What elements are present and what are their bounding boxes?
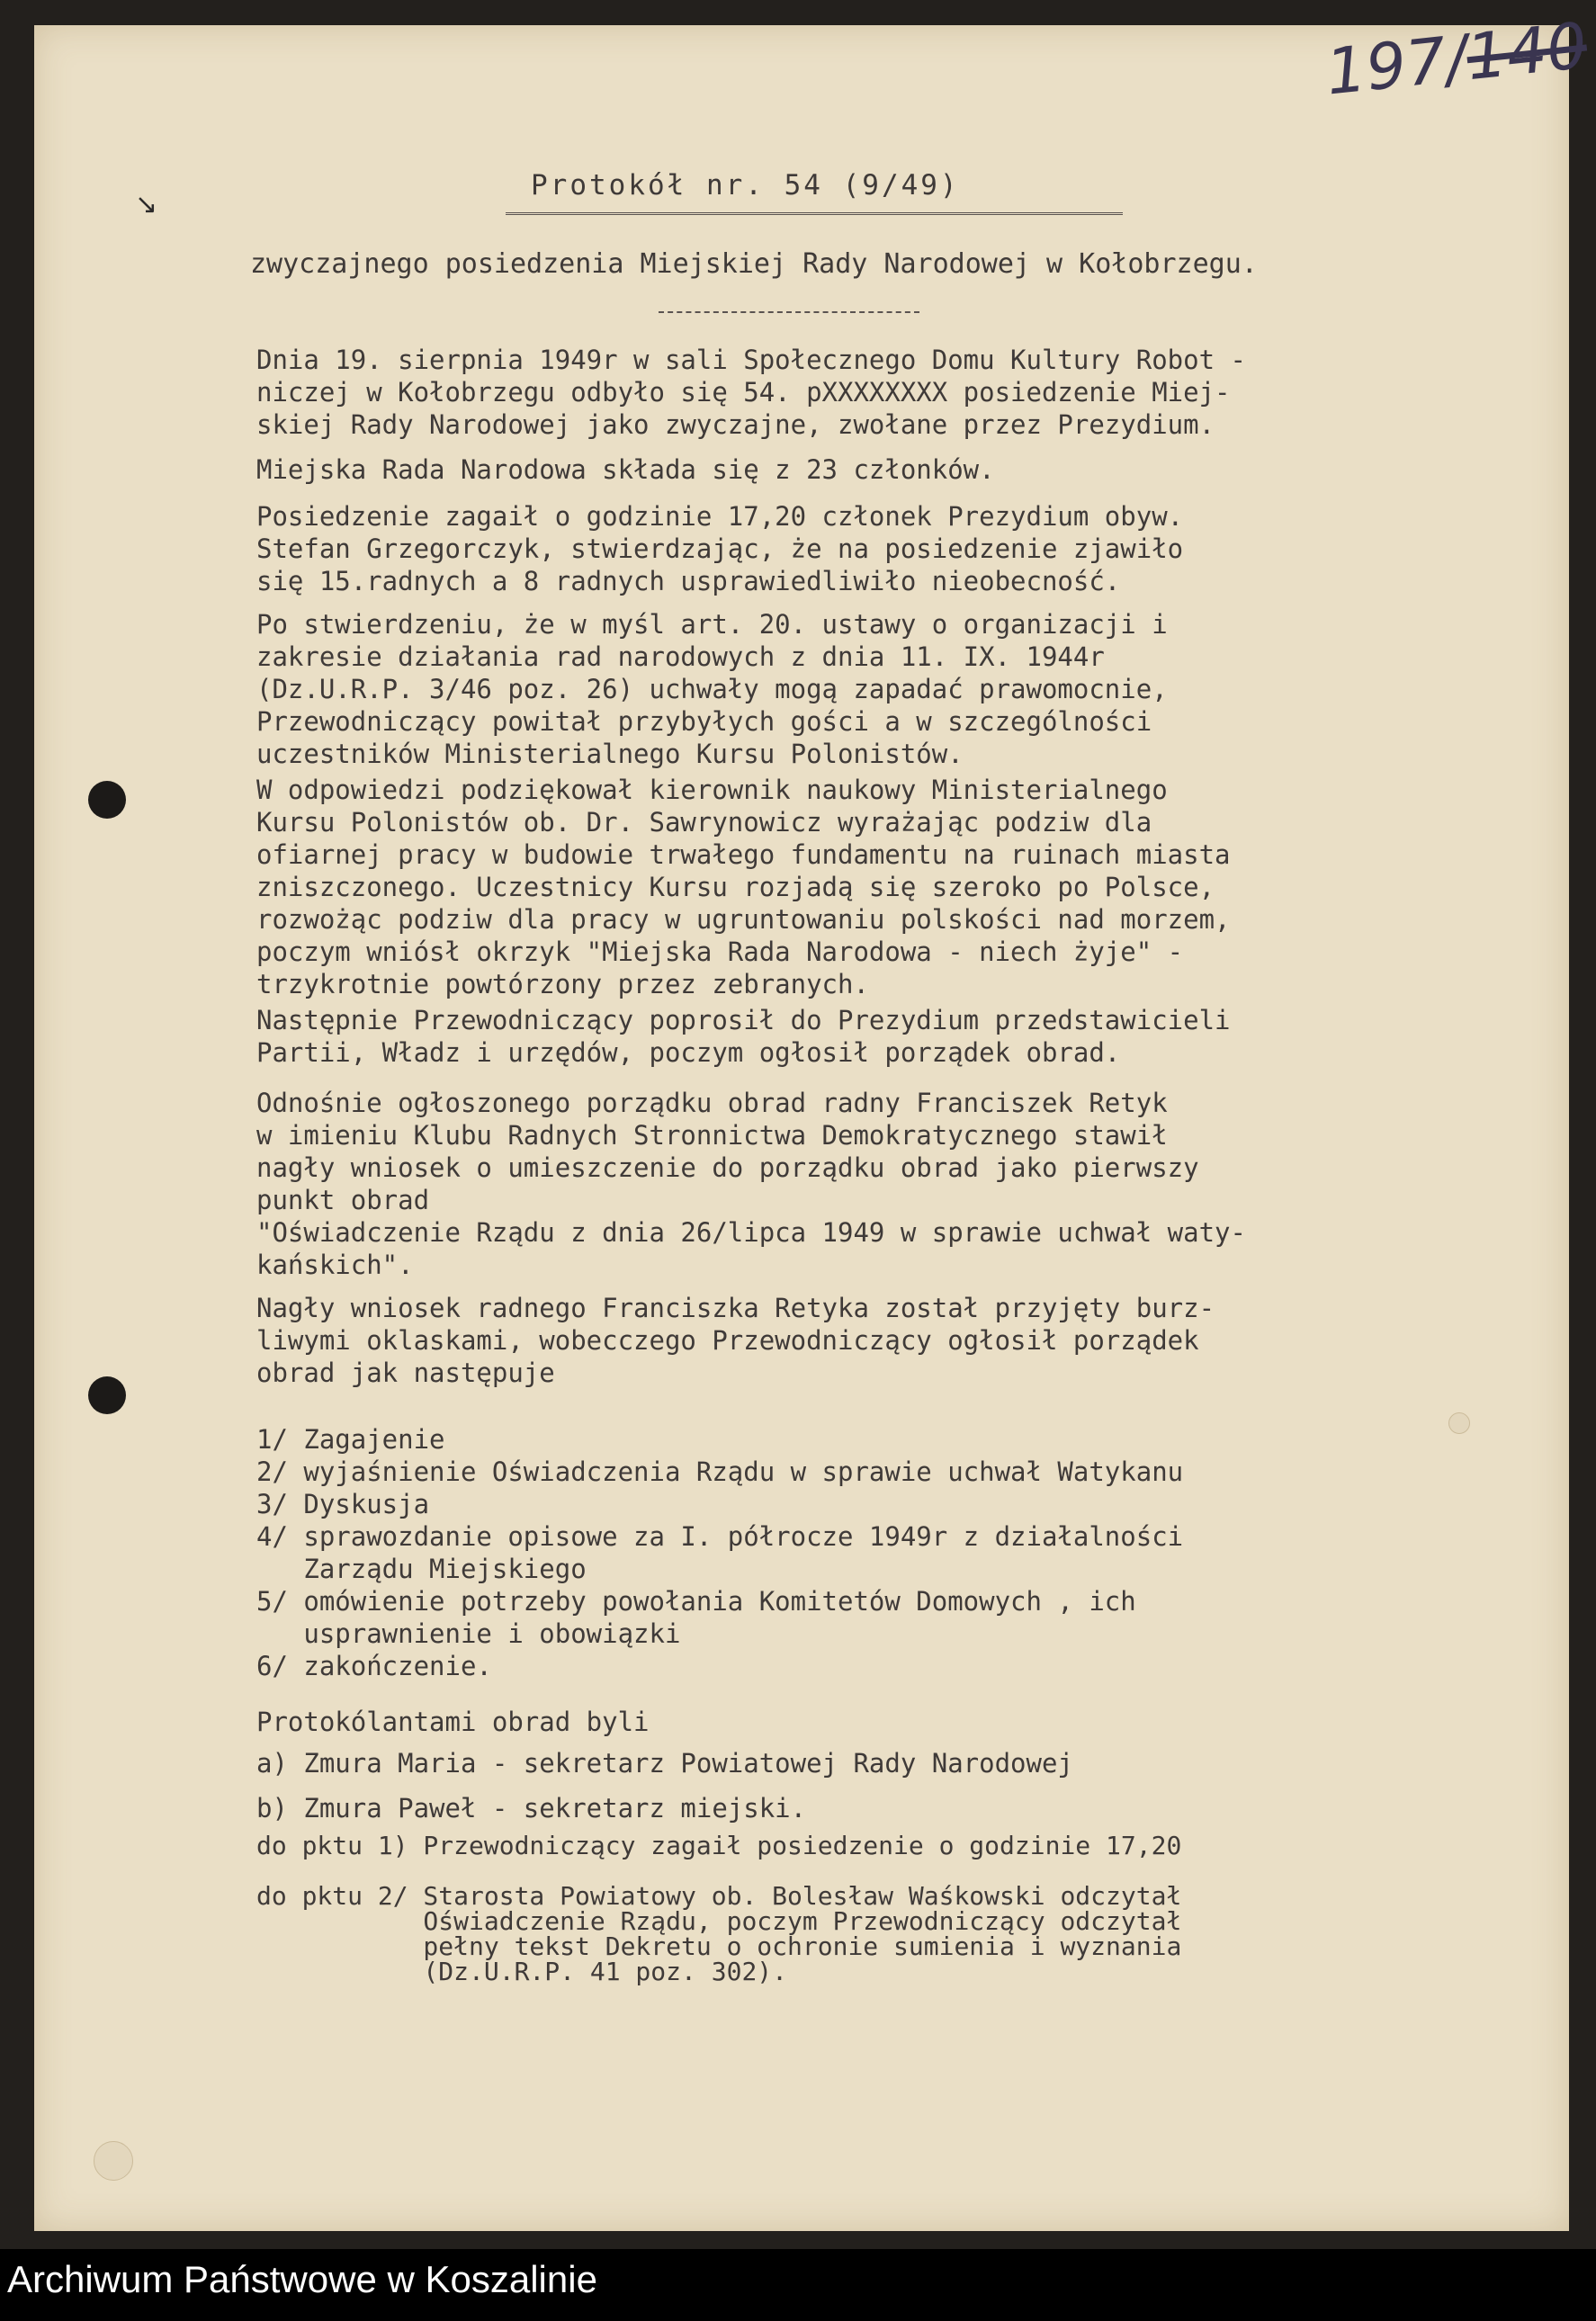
page-number: 197/140 [1323,8,1591,110]
title-underline [506,212,1123,215]
punch-hole-top [88,781,126,819]
paragraph-presidium: Następnie Przewodniczący poprosił do Prezydium przedstawicieli Partii, Władz i urzędów, poczym ogłosił porządek obrad. [256,1005,1231,1068]
paragraph-legal-basis: Po stwierdzeniu, że w myśl art. 20. ustawy o organizacji i zakresie działania rad narodowych z dnia 11. IX. 1944r (Dz.U.R.P. 3/46 poz. 26) uchwały mogą zapadać prawomocnie, Przewodniczący powitał przybyłych gości a w szczególności uczestników Ministerialnego Kursu Polonistów. [256,609,1168,769]
paragraph-agenda-adopted: Nagły wniosek radnego Franciszka Retyka został przyjęty burz- liwymi oklaskami, wobecczego Przewodniczący ogłosił porządek obrad jak następuje [256,1293,1215,1388]
punch-hole-side [1448,1412,1470,1434]
paragraph-motion: Odnośnie ogłoszonego porządku obrad radny Franciszek Retyk w imieniu Klubu Radnych Stronnictwa Demokratycznego stawił nagły wniosek o umieszczenie do porządku obrad jako pierwszy punkt obrad "Oświadczenie Rządu z dnia 26/lipca 1949 w sprawie uchwał waty- kańskich". [256,1088,1246,1280]
agenda-points-minutes: do pktu 1) Przewodniczący zagaił posiedzenie o godzinie 17,20 do pktu 2/ Starosta Powiatowy ob. Bolesław Waśkowski odczytał Oświadczenie Rządu, poczym Przewodniczący odczytał pełny tekst Dekretu o ochronie sumienia i wyznania (Dz.U.R.P. 41 poz. 302). [256,1831,1182,1986]
punch-hole-middle [88,1376,126,1414]
paragraph-members: Miejska Rada Narodowa składa się z 23 członków. [256,454,995,485]
page-number-struck: 140 [1463,8,1591,95]
page-number-current: 197 [1323,23,1450,110]
page-title: Protokół nr. 54 (9/49) [531,169,960,202]
paragraph-opening: Dnia 19. sierpnia 1949r w sali Społecznego Domu Kultury Robot - niczej w Kołobrzegu odbyło się 54. pXXXXXXXX posiedzenie Miej- skiej Rady Narodowej jako zwyczajne, zwołane przez Prezydium. [256,345,1246,440]
minutes-intro: Protokólantami obrad byli [256,1707,650,1737]
paragraph-response: W odpowiedzi podziękował kierownik naukowy Ministerialnego Kursu Polonistów ob. Dr. Sawrynowicz wyrażając podziw dla ofiarnej pracy w budowie trwałego fundamentu na ruinach miasta zniszczonego. Uczestnicy Kursu rozjadą się szeroko po Polsce, rozwożąc podziw dla pracy w ugruntowaniu polskości nad morzem, poczym wniósł okrzyk "Miejska Rada Narodowa - niech żyje" - trzykrotnie powtórzony przez zebranych. [256,775,1231,999]
document-subtitle: zwyczajnego posiedzenia Miejskiej Rady Narodowej w Kołobrzegu. [250,248,1258,280]
archive-name: Archiwum Państwowe w Koszalinie [7,2258,597,2300]
corner-mark: ↘ [135,189,158,220]
recorder-item: a) Zmura Maria - sekretarz Powiatowej Rady Narodowej [256,1748,1073,1779]
subtitle-divider [659,311,919,313]
paragraph-quorum: Posiedzenie zagaił o godzinie 17,20 członek Prezydium obyw. Stefan Grzegorczyk, stwierdzając, że na posiedzenie zjawiło się 15.radnych a 8 radnych usprawiedliwiło nieobecność. [256,501,1184,596]
archive-footer [0,2249,1596,2321]
punch-hole-bottom [94,2141,133,2181]
recorder-item: b) Zmura Paweł - sekretarz miejski. [256,1793,807,1824]
agenda-list: 1/ Zagajenie 2/ wyjaśnienie Oświadczenia Rządu w sprawie uchwał Watykanu 3/ Dyskusja 4/ sprawozdanie opisowe za I. półrocze 1949r z działalności Zarządu Miejskiego 5/ omówienie potrzeby powołania Komitetów Domowych , ich usprawnienie i obowiązki 6/ zakończenie. [256,1424,1184,1681]
